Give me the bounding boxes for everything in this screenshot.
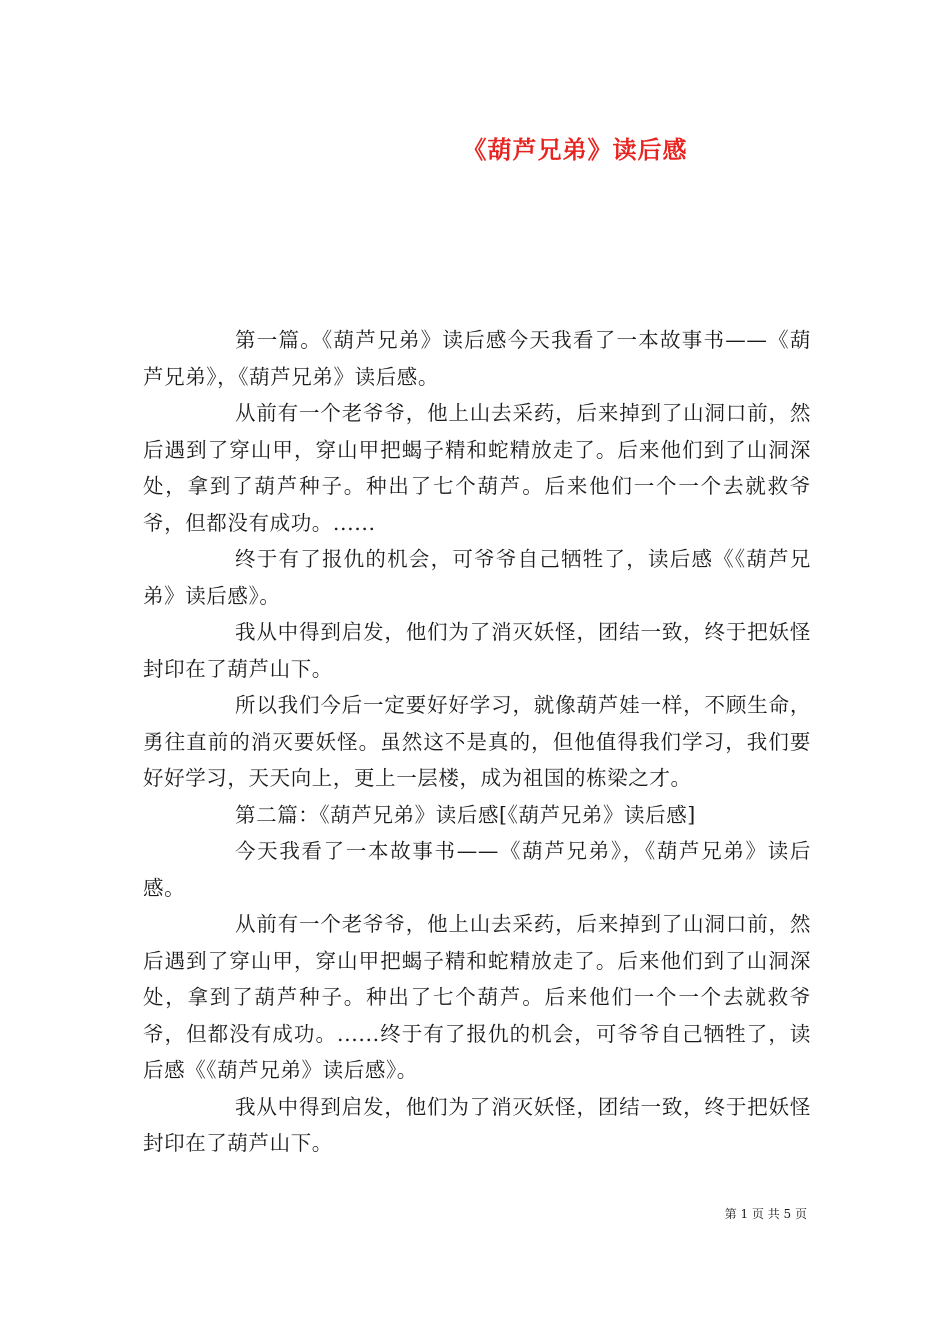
paragraph-7: 今天我看了一本故事书——《葫芦兄弟》，《葫芦兄弟》读后感。 — [143, 839, 811, 900]
document-body — [143, 322, 811, 1162]
paragraph-5: 所以我们今后一定要好好学习，就像葫芦娃一样，不顾生命，勇往直前的消灭要妖怪。虽然这不是真的，但他值得我们学习，我们要好好学习，天天向上，更上一层楼，成为祖国的栋梁之才。 — [143, 693, 811, 790]
paragraph-9: 我从中得到启发，他们为了消灭妖怪，团结一致，终于把妖怪封印在了葫芦山下。 — [143, 1094, 811, 1155]
paragraph-8: 从前有一个老爷爷，他上山去采药，后来掉到了山洞口前，然后遇到了穿山甲，穿山甲把蝎子精和蛇精放走了。后来他们到了山洞深处，拿到了葫芦种子。种出了七个葫芦。后来他们一个一个去就救爷爷，但都没有成功。......终于有了报仇的机会，可爷爷自己牺牲了，读后感《《葫芦兄弟》读后感》。 — [143, 912, 811, 1082]
paragraph-3: 终于有了报仇的机会，可爷爷自己牺牲了，读后感《《葫芦兄弟》读后感》。 — [143, 547, 811, 608]
page-number-footer: 第 1 页 共 5 页 — [724, 1207, 807, 1221]
paragraph-6: 第二篇：《葫芦兄弟》读后感[《葫芦兄弟》读后感] — [235, 802, 696, 827]
paragraph-1: 第一篇。《葫芦兄弟》读后感今天我看了一本故事书——《葫芦兄弟》，《葫芦兄弟》读后感。 — [143, 328, 811, 389]
paragraph-4: 我从中得到启发，他们为了消灭妖怪，团结一致，终于把妖怪封印在了葫芦山下。 — [143, 620, 811, 681]
document-title: 《葫芦兄弟》读后感 — [462, 136, 688, 164]
paragraph-2: 从前有一个老爷爷，他上山去采药，后来掉到了山洞口前，然后遇到了穿山甲，穿山甲把蝎子精和蛇精放走了。后来他们到了山洞深处，拿到了葫芦种子。种出了七个葫芦。后来他们一个一个去就救爷爷，但都没有成功。...... — [143, 401, 811, 535]
